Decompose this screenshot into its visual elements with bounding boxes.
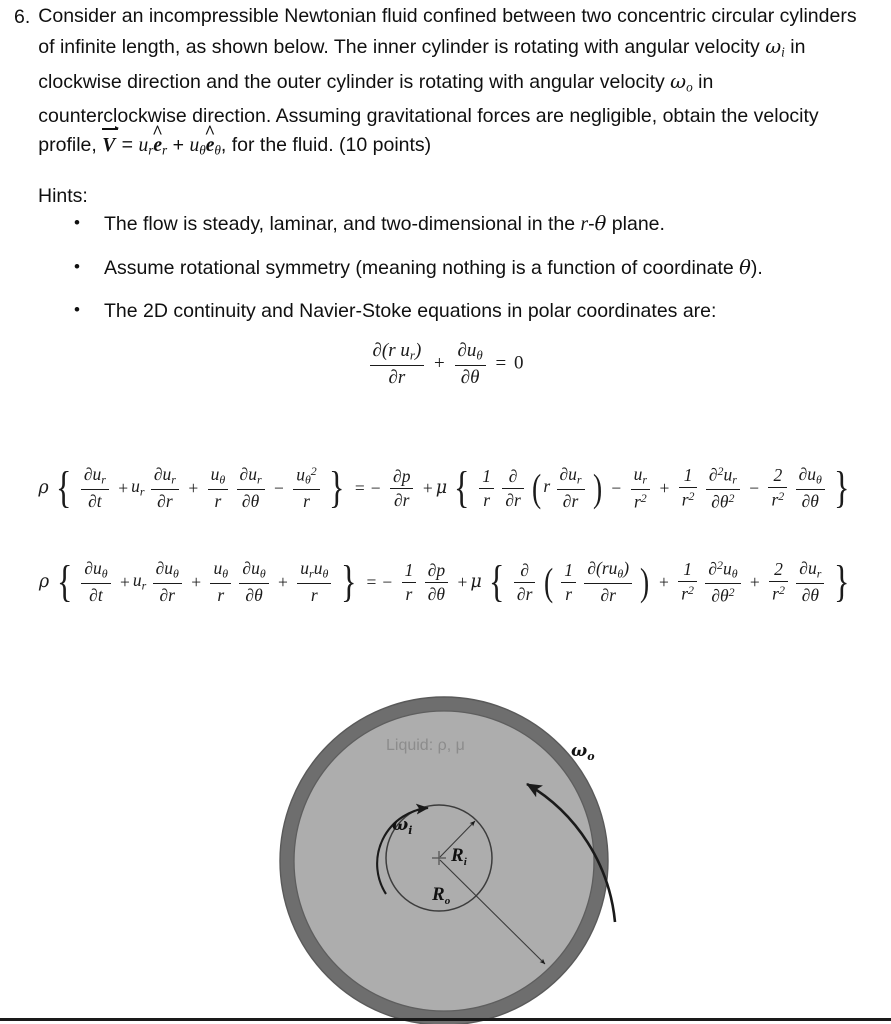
plus-sign: + [167, 134, 190, 157]
question-text [38, 2, 864, 166]
hint-item-1 [38, 210, 868, 239]
e-theta-subscript: θ [214, 143, 221, 159]
question-number: 6. [14, 6, 31, 28]
r-momentum-equation: ρ { $\frac{\partial u_r}{\partial t}$ + $u_r$ $\frac{\partial u_r}{\partial r}$ + $\frac{u_\theta}{r}$ $\frac{\partial u_r}{\partial\theta}$ − $\frac{u_\theta^2}{r}$ } = − $\frac{\partial p}{\partial r}$ + μ { $\frac{1}{r}$ $\frac{\partial}{\partial r}$ ( r $\frac{\partial u_r}{\partial r}$ ) − $\frac{u_r}{r^2}$ + $\frac{1}{r^2}$ $\frac{\partial^2u_r}{\partial\theta^2}$ − $\frac{2}{r^2}$ $\frac{\partial u_\theta}{\partial\theta}$ } [38, 462, 850, 513]
hint-2-text-post: ). [750, 257, 763, 279]
omega-i-subscript: i [781, 44, 785, 60]
radius-outer-label: $R_o$ [432, 884, 451, 907]
question-block [14, 2, 874, 166]
u-theta-subscript: θ [199, 143, 206, 159]
radius-inner-label: $R_i$ [451, 845, 467, 868]
concentric-cylinders-diagram [255, 672, 655, 1024]
diagram-svg [255, 672, 655, 1024]
omega-i-symbol: ω [765, 34, 782, 58]
continuity-term-1: $\frac{\partial(r u_r)}{\partial r}$ [370, 340, 425, 389]
omega-outer-label: $\omega_o$ [571, 741, 595, 763]
e-theta-unit-vector: e ^ [206, 131, 215, 161]
hint-1-r-symbol: r [580, 214, 589, 235]
continuity-rhs: 0 [513, 352, 524, 374]
hint-2-text-pre: Assume rotational symmetry (meaning nothing is a function of coordinate [104, 257, 740, 279]
question-text-part-3: in counterclockwise direction. Assuming gravitational forces are negligible, obtain the velocity profile, [38, 70, 819, 157]
continuity-term-2: $\frac{\partial u_\theta}{\partial\theta}$ [455, 340, 486, 389]
hint-1-text-pre: The flow is steady, laminar, and two-dimensional in the [104, 213, 581, 235]
bullet-icon: • [74, 257, 80, 276]
question-text-part-4: , for the fluid. (10 points) [220, 134, 432, 157]
hint-3-text: The 2D continuity and Navier-Stoke equations in polar coordinates are: [104, 300, 717, 322]
hint-item-2 [38, 254, 868, 282]
bullet-icon: • [74, 213, 80, 232]
continuity-equation: $\frac{\partial(r u_r)}{\partial r}$ + $\frac{\partial u_\theta}{\partial\theta}$ = 0 [0, 340, 891, 389]
equals-sign: = [116, 134, 139, 157]
bullet-icon: • [74, 300, 80, 319]
omega-o-subscript: o [686, 79, 693, 95]
velocity-vector-symbol: V [102, 131, 116, 161]
question-text-part-1: Consider an incompressible Newtonian fluid confined between two concentric circular cylinders of infinite length, as shown below. The inner cylinder is rotating with angular velocity [38, 5, 857, 58]
question-text-part-2: in clockwise direction and the outer cylinder is rotating with angular velocity [38, 35, 806, 93]
liquid-label: Liquid: ρ, μ [386, 737, 465, 754]
omega-inner-label: $\omega_i$ [392, 815, 413, 837]
u-r-subscript: r [148, 143, 154, 159]
page-bottom-rule [0, 1018, 891, 1021]
e-r-subscript: r [162, 143, 168, 159]
u-r-symbol: u [138, 135, 149, 157]
hint-2-theta-symbol: θ [739, 256, 751, 279]
hints-label: Hints: [38, 185, 88, 207]
u-theta-symbol: u [189, 135, 200, 157]
omega-o-symbol: ω [670, 69, 687, 93]
hint-1-dash: - [588, 213, 595, 235]
hint-1-text-post: plane. [606, 213, 665, 235]
e-r-unit-vector: e ^ [153, 131, 162, 161]
hint-item-3 [38, 297, 868, 325]
hints-list [38, 210, 868, 340]
hint-1-theta-symbol: θ [594, 212, 607, 235]
theta-momentum-equation: ρ { $\frac{\partial u_\theta}{\partial t}$ + $u_r$ $\frac{\partial u_\theta}{\partial r}$ + $\frac{u_\theta}{r}$ $\frac{\partial u_\theta}{\partial\theta}$ + $\frac{u_ru_\theta}{r}$ } = − $\frac{1}{r}$ $\frac{\partial p}{\partial\theta}$ + μ { $\frac{\partial}{\partial r}$ ( $\frac{1}{r}$ $\frac{\partial(ru_\theta)}{\partial r}$ ) + $\frac{1}{r^2}$ $\frac{\partial^2u_\theta}{\partial\theta^2}$ + $\frac{2}{r^2}$ $\frac{\partial u_r}{\partial\theta}$ } [38, 556, 850, 607]
